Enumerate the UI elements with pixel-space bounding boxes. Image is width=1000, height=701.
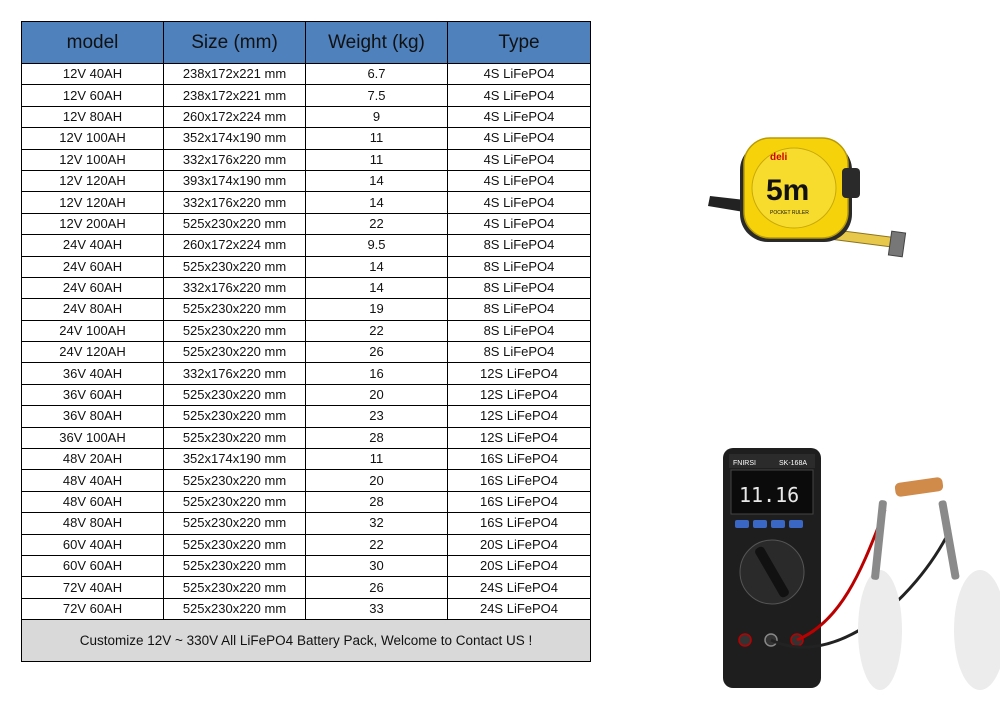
cell-model: 60V 40AH	[22, 534, 164, 555]
header-type: Type	[448, 22, 591, 64]
cell-model: 60V 60AH	[22, 555, 164, 576]
cell-type: 4S LiFePO4	[448, 170, 591, 191]
cell-type: 4S LiFePO4	[448, 128, 591, 149]
cell-size: 393x174x190 mm	[164, 170, 306, 191]
cell-size: 238x172x221 mm	[164, 64, 306, 85]
cell-size: 525x230x220 mm	[164, 342, 306, 363]
table-row	[22, 491, 591, 512]
cell-weight: 22	[306, 320, 448, 341]
cell-type: 4S LiFePO4	[448, 85, 591, 106]
table-row	[22, 64, 591, 85]
cell-weight: 22	[306, 534, 448, 555]
cell-type: 8S LiFePO4	[448, 320, 591, 341]
cell-size: 525x230x220 mm	[164, 555, 306, 576]
cell-size: 525x230x220 mm	[164, 513, 306, 534]
cell-weight: 19	[306, 299, 448, 320]
table-row	[22, 406, 591, 427]
cell-size: 352x174x190 mm	[164, 449, 306, 470]
cell-model: 24V 40AH	[22, 235, 164, 256]
tape-measure-image	[700, 120, 930, 270]
header-model: model	[22, 22, 164, 64]
table-row	[22, 320, 591, 341]
header-size: Size (mm)	[164, 22, 306, 64]
cell-model: 12V 100AH	[22, 149, 164, 170]
cell-size: 525x230x220 mm	[164, 534, 306, 555]
cell-type: 16S LiFePO4	[448, 491, 591, 512]
cell-weight: 32	[306, 513, 448, 534]
cell-size: 260x172x224 mm	[164, 235, 306, 256]
cell-size: 238x172x221 mm	[164, 85, 306, 106]
cell-weight: 26	[306, 577, 448, 598]
cell-size: 525x230x220 mm	[164, 213, 306, 234]
cell-model: 48V 40AH	[22, 470, 164, 491]
cell-size: 525x230x220 mm	[164, 491, 306, 512]
cell-type: 16S LiFePO4	[448, 449, 591, 470]
table-row	[22, 384, 591, 405]
table-row	[22, 555, 591, 576]
cell-weight: 14	[306, 170, 448, 191]
cell-model: 12V 80AH	[22, 106, 164, 127]
svg-text:FNIRSI: FNIRSI	[733, 460, 756, 467]
cell-type: 12S LiFePO4	[448, 384, 591, 405]
cell-weight: 28	[306, 491, 448, 512]
cell-weight: 11	[306, 149, 448, 170]
cell-weight: 23	[306, 406, 448, 427]
table-row	[22, 128, 591, 149]
cell-weight: 14	[306, 192, 448, 213]
cell-weight: 6.7	[306, 64, 448, 85]
cell-type: 12S LiFePO4	[448, 427, 591, 448]
cell-model: 36V 80AH	[22, 406, 164, 427]
cell-model: 72V 60AH	[22, 598, 164, 619]
table-row	[22, 427, 591, 448]
cell-type: 4S LiFePO4	[448, 106, 591, 127]
cell-model: 48V 80AH	[22, 513, 164, 534]
cell-type: 24S LiFePO4	[448, 598, 591, 619]
svg-text:11.16: 11.16	[739, 483, 800, 507]
svg-text:SK-168A: SK-168A	[779, 460, 808, 467]
cell-model: 72V 40AH	[22, 577, 164, 598]
cell-type: 12S LiFePO4	[448, 363, 591, 384]
cell-type: 8S LiFePO4	[448, 235, 591, 256]
table-row	[22, 299, 591, 320]
table-row	[22, 277, 591, 298]
cell-type: 16S LiFePO4	[448, 470, 591, 491]
svg-text:POCKET RULER: POCKET RULER	[770, 210, 809, 216]
svg-text:5m: 5m	[766, 174, 810, 207]
table-row	[22, 192, 591, 213]
cell-size: 525x230x220 mm	[164, 299, 306, 320]
cell-weight: 20	[306, 470, 448, 491]
battery-spec-table	[21, 21, 591, 662]
cell-size: 332x176x220 mm	[164, 277, 306, 298]
cell-size: 525x230x220 mm	[164, 598, 306, 619]
multimeter-image	[715, 440, 1000, 696]
cell-weight: 11	[306, 128, 448, 149]
cell-size: 332x176x220 mm	[164, 192, 306, 213]
cell-type: 4S LiFePO4	[448, 149, 591, 170]
table-row	[22, 106, 591, 127]
cell-weight: 22	[306, 213, 448, 234]
header-weight: Weight (kg)	[306, 22, 448, 64]
table-row	[22, 256, 591, 277]
cell-model: 12V 60AH	[22, 85, 164, 106]
cell-model: 36V 40AH	[22, 363, 164, 384]
cell-model: 36V 60AH	[22, 384, 164, 405]
cell-model: 24V 100AH	[22, 320, 164, 341]
cell-type: 4S LiFePO4	[448, 64, 591, 85]
cell-size: 525x230x220 mm	[164, 256, 306, 277]
cell-type: 20S LiFePO4	[448, 555, 591, 576]
cell-size: 260x172x224 mm	[164, 106, 306, 127]
cell-size: 525x230x220 mm	[164, 406, 306, 427]
cell-size: 525x230x220 mm	[164, 384, 306, 405]
cell-model: 24V 120AH	[22, 342, 164, 363]
table-row	[22, 363, 591, 384]
table-row	[22, 85, 591, 106]
svg-text:deli: deli	[770, 152, 788, 163]
cell-type: 24S LiFePO4	[448, 577, 591, 598]
cell-model: 48V 60AH	[22, 491, 164, 512]
table-row	[22, 449, 591, 470]
cell-weight: 33	[306, 598, 448, 619]
cell-size: 525x230x220 mm	[164, 577, 306, 598]
cell-type: 20S LiFePO4	[448, 534, 591, 555]
cell-weight: 30	[306, 555, 448, 576]
table-row	[22, 149, 591, 170]
cell-model: 12V 120AH	[22, 170, 164, 191]
cell-weight: 9.5	[306, 235, 448, 256]
cell-model: 36V 100AH	[22, 427, 164, 448]
cell-type: 8S LiFePO4	[448, 256, 591, 277]
cell-type: 12S LiFePO4	[448, 406, 591, 427]
cell-size: 332x176x220 mm	[164, 149, 306, 170]
cell-size: 332x176x220 mm	[164, 363, 306, 384]
table-header-row	[22, 22, 591, 64]
table-row	[22, 235, 591, 256]
table-row	[22, 170, 591, 191]
table-row	[22, 598, 591, 619]
table-row	[22, 577, 591, 598]
cell-model: 24V 60AH	[22, 256, 164, 277]
cell-weight: 7.5	[306, 85, 448, 106]
cell-weight: 9	[306, 106, 448, 127]
cell-model: 24V 80AH	[22, 299, 164, 320]
cell-type: 4S LiFePO4	[448, 192, 591, 213]
cell-weight: 16	[306, 363, 448, 384]
cell-type: 4S LiFePO4	[448, 213, 591, 234]
cell-type: 8S LiFePO4	[448, 277, 591, 298]
table-row	[22, 513, 591, 534]
cell-weight: 20	[306, 384, 448, 405]
table-footer-row	[22, 620, 591, 662]
cell-model: 48V 20AH	[22, 449, 164, 470]
cell-model: 12V 40AH	[22, 64, 164, 85]
cell-type: 8S LiFePO4	[448, 299, 591, 320]
cell-model: 24V 60AH	[22, 277, 164, 298]
cell-model: 12V 100AH	[22, 128, 164, 149]
footer-note: Customize 12V ~ 330V All LiFePO4 Battery Pack, Welcome to Contact US !	[22, 620, 591, 662]
cell-size: 525x230x220 mm	[164, 427, 306, 448]
cell-weight: 14	[306, 277, 448, 298]
table-row	[22, 470, 591, 491]
cell-type: 16S LiFePO4	[448, 513, 591, 534]
cell-size: 525x230x220 mm	[164, 470, 306, 491]
cell-size: 525x230x220 mm	[164, 320, 306, 341]
cell-type: 8S LiFePO4	[448, 342, 591, 363]
cell-model: 12V 200AH	[22, 213, 164, 234]
cell-model: 12V 120AH	[22, 192, 164, 213]
table-row	[22, 213, 591, 234]
cell-weight: 11	[306, 449, 448, 470]
table-row	[22, 534, 591, 555]
cell-weight: 26	[306, 342, 448, 363]
table-row	[22, 342, 591, 363]
cell-size: 352x174x190 mm	[164, 128, 306, 149]
cell-weight: 28	[306, 427, 448, 448]
cell-weight: 14	[306, 256, 448, 277]
table-body	[22, 64, 591, 620]
